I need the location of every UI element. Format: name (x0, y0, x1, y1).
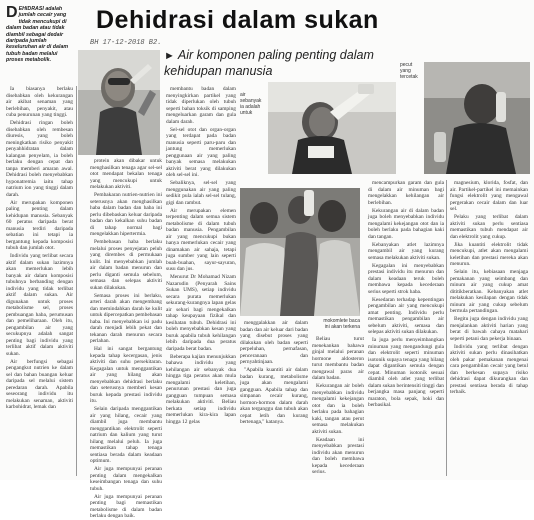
intro-text: EHIDRASI adalah jumlah cecair yang tidak mencukupi di dalam badan atau tidak diambil sebagai dedair daripada jumlah keseluruhan air di dalam tubuh badan melalui proses metabolik. (6, 6, 69, 64)
paragraph: Keadaan ini menyebabkan prestasi individu akan menurun dan boleh membawa kepada kecederaan serius. (312, 436, 364, 475)
column-3 (166, 86, 236, 425)
column-3-bottom (240, 320, 308, 476)
date-stamp: BH 17-12-2018 B2. (90, 39, 162, 47)
paragraph: Selain itu, kebiasaan menjaga pemakanan yang seimbang dan minum air yang cukup amat dititikberatkan. Kebanyakan atlet melakukan kesilapan dengan tidak minum air yang cukup sebelum bermula pertandingan. (450, 269, 528, 314)
paragraph: Kegagalan ini menyebabkan prestasi individu itu menurun dan dalam keadaan teruk boleh membawa kepada kecederaan serius seperti strok haba. (368, 262, 444, 295)
paragraph: Air merupakan komponen paling penting dalam kehidupan manusia. Sebanyak 60 peratus daripada berat manusia terdiri daripada sebatian ini tetapi ia bergantung kepada komposisi tubuh dan jumlah otot. (6, 199, 73, 251)
drop-cap: D (6, 4, 18, 21)
paragraph: Individu yang terlibat dengan aktiviti sukan perlu dinasihatkan oleh pakar pemakanan mengenai cara pengambilan cecair yang betul dan berkesan supaya risiko dehidrasi dapat dikurangkan dan prestasi sentiasa berada di tahap terbaik. (450, 343, 528, 395)
paragraph: Pembakaran nutrien-nutrien ini seterusnya akan menghasilkan haba dalam badan dan haba ini perlu dibebaskan keluar daripada badan dan kekalkan suhu badan di tahap normal bagi mengelakkan hipertermia. (90, 192, 162, 237)
photo-children-caption: mokomlete baca ini akan terkena (323, 318, 360, 330)
paragraph: Selain daripada menggantikan air yang hilang, cecair yang diambil juga membantu menggantikan elektrolit seperti natrium dan kalium yang turut hilang melalui peluh. Ia juga memastikan tahap tenaga sentiasa berada dalam keadaan optimum. (90, 406, 162, 464)
paragraph: Pembebasan haba berlaku melalui proses penyejatan peluh yang dirembes di permukaan kulit. Ini menyebabkan jumlah air dalam badan menurun dan perlu diganti semula sebelum, semasa dan selepas aktiviti sukan dilakukan. (90, 239, 162, 291)
paragraph: Beliau turut menekankan bahawa ginjal melalui peranan hormone aldosteron turut membantu badan mengawal paras air dalam badan. (312, 336, 364, 381)
paragraph: protein akan dibakar untuk menghasilkan tenaga agar sel-sel otot mendapat bekalan tenaga yang mencukupi untuk melakukan aktiviti. (90, 158, 162, 190)
paragraph: Ia juga perlu menyeimbangkan minuman yang mengandungi gula dan elektrolit seperti minuman isotonik supaya tenaga yang hilang dapat digantikan semula dengan cepat. Minuman isotonik sesuai diambil oleh atlet yang terlibat dalam sukan berintensiti tinggi dan berjangka masa panjang seperti maraton, bola sepak, hoki dan berbasikal. (368, 337, 444, 408)
photo-children-drinking (240, 188, 360, 316)
paragraph: Ia biasanya berlaku disebabkan oleh kekurangan air akibat senaman yang berlebihan, penyakit, atau cuba penurunan yang tinggi. (6, 86, 73, 118)
column-1 (6, 86, 73, 474)
photo-runner-caption: pecut yang tercetak (400, 62, 418, 80)
paragraph: Begitu juga dengan individu yang menjalankan aktiviti harian yang berat di bawah cahaya matahari seperti petani dan pekerja binaan. (450, 316, 528, 342)
paragraph: Dehidrasi ringan boleh disebabkan oleh rembesan diuresis, yang boleh meningkatkan risiko penyakit penyahhidratan dalam kalangan penyelam, ia boleh berlaku dengan cepat dan tanpa memberi amaran awal. Dehidrasi boleh menyebabkan hyponatremia iaitu tahap natrium ion yang tinggi dalam darah. (6, 120, 73, 198)
paragraph: Kebanyakan atlet lazimnya mengambil air yang kurang semasa melakukan aktiviti sukan. (368, 241, 444, 261)
subhead-text: Air komponen paling penting dalam kehidupan manusia (164, 48, 374, 78)
paragraph: Pelaku yang terlibat dalam aktiviti sukan perlu sentiasa memastikan tubuh mendapat air dan elektrolit yang cukup. (450, 214, 528, 240)
paragraph: Sel-sel otot dan organ-organ yang terdapat pada badan manusia seperti paru-paru dan jantung memerlukan penggunaan air yang paling banyak semasa melakukan aktiviti berat yang dilakukan oleh sel-sel ini. (166, 126, 236, 178)
paragraph: Kekurangan air di dalam badan juga boleh menyebabkan individu mengalami kekejangan otot dan ia boleh berlaku pada bahagian kaki dan tangan. (368, 207, 444, 240)
arrow-icon: ► (164, 50, 175, 62)
paragraph: Air berfungsi sebagai pengangkut nutrien ke dalam sel dan bahan buangan keluar daripada sel melalui sistem peredaran darah. Apabila seseorang individu itu melakukan senaman, aktiviti karbohidrat, lemak dan (6, 358, 73, 410)
paragraph: Kesedaran terhadap kepentingan pengambilan air yang mencukupi amat penting. Individu perlu memastikan pengambilan air sebelum aktiviti, semasa dan selepas aktiviti sukan dilakukan. (368, 296, 444, 335)
paragraph: Beberapa kajian menunjukkan bahawa individu yang kehilangan air sebanyak dua hingga tiga peratus akan mula mengalami keletihan, penurunan prestasi dan juga gangguan tumpuan semasa melakukan aktiviti. Beliau berkata setiap individu memerlukan kira-kira lapan hingga 12 gelas (166, 353, 236, 425)
paragraph: menggalakkan air dalam badan dan air keluar dari badan yang disebut proses yang dilakukan oleh badan seperti perpeluhan, pernafasan, penceranaan dan pernyahtinjaan. (240, 320, 308, 365)
paragraph: membantu badan dalam menyingkirkan partikel yang tidak diperlukan oleh tubuh seperti bahan toksik di samping mengeluarkan garam dan gula dalam darah. (166, 86, 236, 125)
paragraph: Menurut Dr Mohamad Nizam Nazarudin (Penyarah Sains Sukan UMS), setiap individu secara purata memerlukan sekurang-kurangnya lapan gelas air sehari bagi mengekalkan tahap keupayaan fizikal dan kesihatan tubuh. Dehidrasi ini boleh menyebabkan kesan yang buruk apabila tubuh kehilangan lebih daripada dua peratus daripada berat badan. (166, 274, 236, 352)
article-intro (6, 6, 72, 64)
paragraph: mencampurkan garam dan gula di dalam air minuman bagi mengelakkan kehilangan air berlebihan. (368, 180, 444, 206)
column-divider (446, 180, 447, 476)
photo-side-caption: air sebanyak ia adalah untuk (240, 92, 262, 116)
paragraph: Jika kuantiti elektrolit tidak mencukupi, atlet akan mengalami keletihan dan prestasi mereka akan menurun. (450, 241, 528, 267)
paragraph: Air merupakan elemen terpenting dalam semua sistem metabolisme di dalam tubuh badan manusia. Pengambilan air yang mencukupi bukan hanya memerlukan cecair yang dinamakan air sahaja, tetapi juga sumber yang lain seperti buah-buahan, sayur-sayuran, susu dan jus. (166, 207, 236, 272)
article-title: Dehidrasi dalam sukan (96, 6, 379, 34)
paragraph: Sebaliknya, sel-sel yang menggunakan air yang paling sedikit pula ialah sel-sel tulang, gigi dan rambut. (166, 180, 236, 206)
paragraph: Kekurangan air boleh menyebabkan individu mengalami kekejangan otot dan ia boleh berlaku pada bahagian kaki, tangan atau perut semasa melakukan aktiviti sukan. (312, 383, 364, 435)
article-subhead (164, 48, 384, 79)
photo-athlete-drinking (78, 50, 160, 155)
paragraph: Air juga mempunyai peranan penting bagi memastikan metabolisme di dalam badan berlaku dengan baik. (90, 493, 162, 519)
paragraph: Hal ini sangat bergantung kepada tahap kecergasan, jenis aktiviti dan suhu persekitaran. Kegagalan untuk menggantikan air yang hilang akan menyebabkan dehidrasi berlaku dan seterusnya memberi kesan buruk kepada prestasi individu itu. (90, 346, 162, 404)
paragraph: Semasa proses ini berlaku, arteri darah akan mengembang dan memindahkan darah ke kulit untuk dipercepatkan pembebasan haba. Ini menyebabkan isi padu darah menjadi lebih pekat dan tekanan darah menurun secara perlahan. (90, 292, 162, 344)
photo-sports-bottles (424, 62, 530, 174)
column-6 (450, 180, 528, 476)
paragraph: Individu yang terlibat secara aktif dalam sukan lazimnya akan memerlukan lebih banyak air dalam komposisi tubuhnya berbanding dengan individu yang tidak terlibat aktif dalam sukan. Air digunakan untuk proses metabolisme sel, proses pembuangan haba, perumusan dan pemeliharaan. Oleh itu, pengambilan air yang secukupnya adalah sangat penting bagi individu yang terlibat aktif dalam aktiviti sukan. (6, 253, 73, 357)
paragraph: magnesium, klorida, fosfat, dan air. Partikel-partikel ini memainkan fungsi elektrolit yang mengawal pergerakan cecair dalam dan luar sel. (450, 180, 528, 212)
paragraph: "Apabila kuantiti air dalam badan kurang, metabolisme juga akan mengalami gangguan. Apabila tahap dan simpanan cecair kurang, hormon-hormon dalam darah akan terganggu dan tubuh akan cepat letih dan kurang bertenaga," katanya. (240, 367, 308, 425)
column-4 (312, 336, 364, 476)
photo-runner-drinking (268, 82, 396, 174)
column-5 (368, 180, 444, 476)
column-divider (76, 86, 77, 476)
paragraph: Air juga mempunyai peranan penting dalam mengekalkan keseimbangan tenaga dan suhu tubuh. (90, 466, 162, 492)
column-2 (90, 158, 162, 519)
